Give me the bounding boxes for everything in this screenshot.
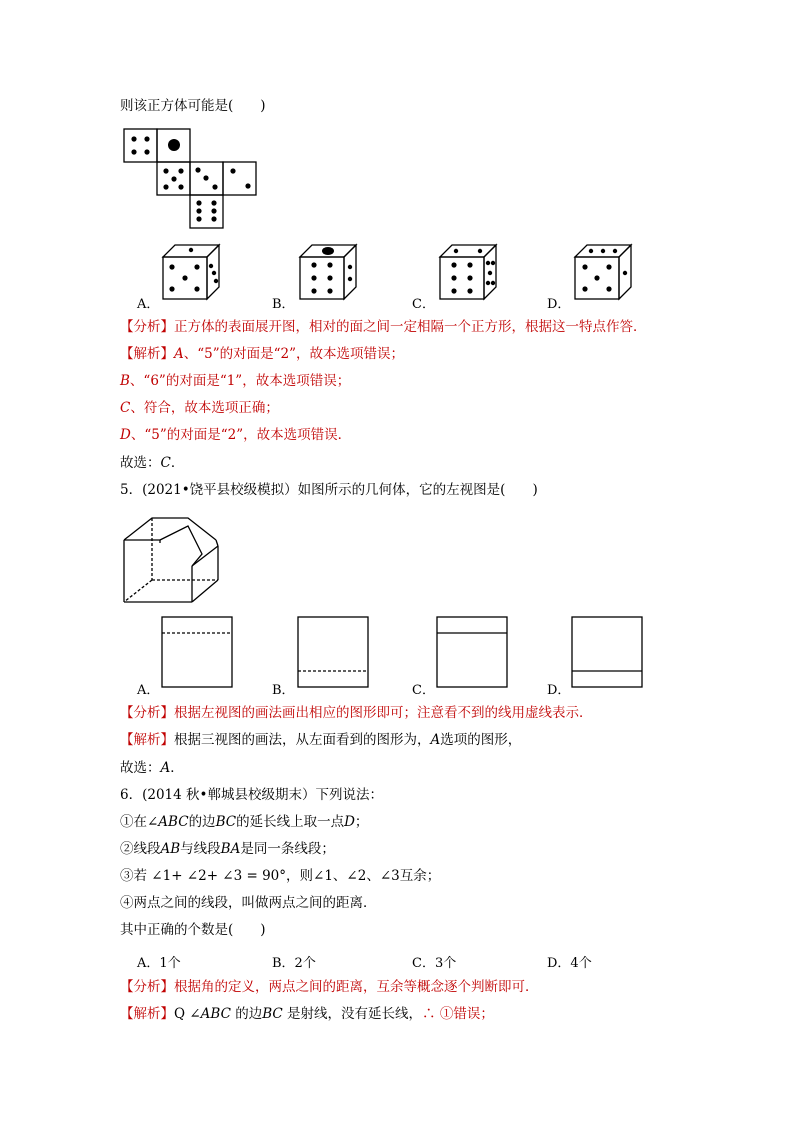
q5-option-b: B． bbox=[272, 683, 295, 698]
analysis-text: 根据左视图的画法画出相应的图形即可；注意看不到的线用虚线表示． bbox=[174, 705, 593, 721]
q4-answer bbox=[120, 454, 184, 472]
q5-answer bbox=[120, 759, 184, 777]
solution-text: 的边 bbox=[230, 1006, 263, 1022]
q6-option-d: D．4个 bbox=[547, 956, 592, 971]
q6-item-3: ③若 ∠1+ ∠2+ ∠3 = 90°，则∠1、∠2、∠3互余； bbox=[120, 868, 441, 884]
q6-stem: 6．(2014 秋•郸城县校级期末）下列说法： bbox=[120, 787, 383, 803]
q6-option-a: A．1个 bbox=[137, 956, 181, 971]
q6-item-4: ④两点之间的线段，叫做两点之间的距离． bbox=[120, 895, 377, 911]
item-text: ①在 bbox=[120, 814, 147, 830]
option-letter: A bbox=[174, 346, 184, 362]
q6-question: 其中正确的个数是( ) bbox=[120, 922, 266, 938]
q6-item-1 bbox=[120, 813, 368, 831]
dice-option-a-figure bbox=[163, 245, 223, 300]
q6-option-c: C．3个 bbox=[412, 956, 457, 971]
point-label: D bbox=[344, 814, 355, 830]
item-text: 与线段 bbox=[180, 841, 221, 857]
q4-solution-line-3 bbox=[120, 399, 279, 417]
segment-label: BC bbox=[215, 814, 237, 830]
answer-suffix: ． bbox=[170, 455, 185, 471]
analysis-tag: 【分析】 bbox=[120, 979, 174, 995]
item-text: ； bbox=[354, 814, 369, 830]
analysis-tag: 【分析】 bbox=[120, 319, 174, 335]
q4-analysis bbox=[120, 318, 647, 336]
analysis-tag: 【分析】 bbox=[120, 705, 174, 721]
left-view-option-a-figure bbox=[162, 617, 234, 689]
item-text: 的边 bbox=[188, 814, 216, 830]
solution-text: 、“5”的对面是“2”，故本选项错误； bbox=[183, 346, 405, 362]
solution-text: Q bbox=[174, 1006, 190, 1022]
q5-option-c: C． bbox=[412, 683, 435, 698]
solution-text: 、“5”的对面是“2”，故本选项错误． bbox=[130, 427, 352, 443]
q4-stem: 则该正方体可能是( ) bbox=[120, 98, 266, 114]
item-text: ②线段 bbox=[120, 841, 161, 857]
q4-option-b: B． bbox=[272, 297, 295, 312]
q5-stem: 5．(2021•饶平县校级模拟）如图所示的几何体，它的左视图是( ) bbox=[120, 482, 538, 498]
angle-symbol: ∠ABC bbox=[147, 814, 189, 830]
analysis-text: 正方体的表面展开图，相对的面之间一定相隔一个正方形，根据这一特点作答． bbox=[174, 319, 647, 335]
answer-suffix: ． bbox=[170, 760, 184, 776]
q4-solution-line-4 bbox=[120, 426, 351, 444]
solution-tag: 【解析】 bbox=[120, 1006, 174, 1022]
solution-text: 是射线，没有延长线， bbox=[282, 1006, 423, 1022]
item-text: 的延长线上取一点 bbox=[236, 814, 345, 830]
solution-tag: 【解析】 bbox=[120, 732, 174, 748]
q5-solution bbox=[120, 731, 521, 749]
q5-option-d: D． bbox=[547, 683, 571, 698]
solution-tag: 【解析】 bbox=[120, 346, 174, 362]
option-letter: C bbox=[120, 400, 131, 416]
q6-option-b: B．2个 bbox=[272, 956, 316, 971]
answer-letter: C bbox=[160, 455, 171, 471]
analysis-text: 根据角的定义，两点之间的距离，互余等概念逐个判断即可． bbox=[174, 979, 539, 995]
q5-analysis bbox=[120, 704, 593, 722]
left-view-option-c-figure bbox=[437, 617, 509, 689]
q6-solution bbox=[120, 1005, 494, 1023]
q4-solution-line-1 bbox=[120, 345, 404, 363]
angle-symbol: ∠ABC bbox=[189, 1006, 231, 1022]
q6-analysis bbox=[120, 978, 539, 996]
solution-conclusion: ∴ ①错误； bbox=[422, 1006, 494, 1022]
option-letter: B bbox=[120, 373, 130, 389]
q4-option-c: C． bbox=[412, 297, 435, 312]
answer-prefix: 故选： bbox=[120, 760, 161, 776]
answer-prefix: 故选： bbox=[120, 455, 161, 471]
dice-option-d-figure bbox=[575, 245, 635, 300]
dice-option-b-figure bbox=[300, 245, 360, 300]
solution-text: 、“6”的对面是“1”，故本选项错误； bbox=[129, 373, 351, 389]
item-text: 是同一条线段； bbox=[240, 841, 335, 857]
segment-label: AB bbox=[160, 841, 181, 857]
solution-letter: A bbox=[430, 732, 441, 748]
q4-solution-line-2 bbox=[120, 372, 350, 390]
geometric-solid-figure bbox=[124, 518, 224, 604]
q4-option-a: A． bbox=[137, 297, 160, 312]
option-letter: D bbox=[120, 427, 131, 443]
solution-text: 、符合，故本选项正确； bbox=[130, 400, 279, 416]
q4-option-d: D． bbox=[547, 297, 571, 312]
segment-label: BC bbox=[262, 1006, 283, 1022]
dice-option-c-figure bbox=[440, 245, 500, 300]
left-view-option-b-figure bbox=[298, 617, 370, 689]
left-view-option-d-figure bbox=[572, 617, 644, 689]
segment-label: BA bbox=[220, 841, 241, 857]
cube-net-figure bbox=[124, 129, 264, 233]
solution-text: 根据三视图的画法，从左面看到的图形为， bbox=[174, 732, 431, 748]
answer-letter: A bbox=[160, 760, 171, 776]
q5-option-a: A． bbox=[137, 683, 160, 698]
q6-item-2 bbox=[120, 840, 335, 858]
solution-text-2: 选项的图形， bbox=[440, 732, 522, 748]
